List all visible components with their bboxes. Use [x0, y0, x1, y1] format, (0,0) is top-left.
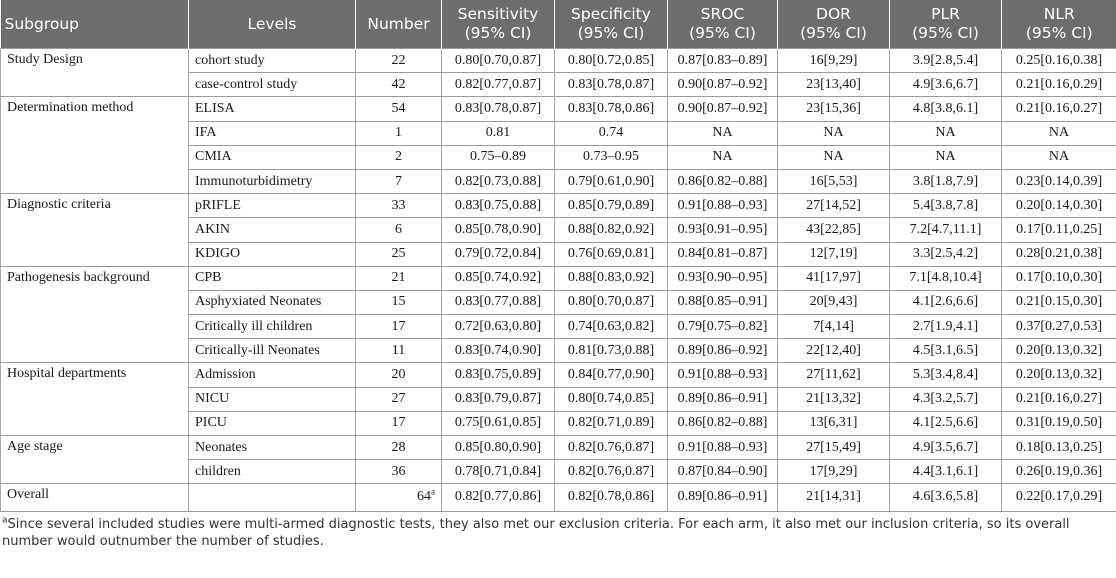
specificity-cell: 0.74[0.63,0.82]: [555, 315, 668, 339]
subgroup-cell: Overall: [1, 484, 189, 511]
nlr-cell: 0.21[0.16,0.29]: [1002, 73, 1116, 97]
sensitivity-cell: 0.83[0.74,0.90]: [442, 339, 555, 363]
number-value: 17: [391, 318, 406, 334]
number-cell: [356, 436, 442, 460]
specificity-cell: 0.83[0.78,0.86]: [555, 97, 668, 121]
sensitivity-cell: 0.80[0.70,0.87]: [442, 49, 555, 73]
table-row: [1, 97, 1116, 121]
number-value: 22: [391, 52, 406, 68]
number-cell: [356, 145, 442, 169]
level-cell: pRIFLE: [189, 194, 356, 218]
footnote-text: Since several included studies were multi-armed diagnostic tests, they also met our exclusion criteria. For each arm, it also met our inclusion criteria, so its overall number would outnumber the number of studies.: [2, 516, 1070, 549]
nlr-cell: 0.20[0.13,0.32]: [1002, 363, 1116, 387]
sensitivity-cell: 0.83[0.78,0.87]: [442, 97, 555, 121]
sroc-cell: 0.91[0.88–0.93]: [668, 436, 778, 460]
level-cell: CPB: [189, 266, 356, 290]
specificity-cell: 0.82[0.71,0.89]: [555, 411, 668, 435]
sensitivity-cell: 0.85[0.80,0.90]: [442, 436, 555, 460]
plr-cell: 4.9[3.6,6.7]: [890, 73, 1002, 97]
specificity-cell: 0.85[0.79,0.89]: [555, 194, 668, 218]
subgroup-cell: Diagnostic criteria: [1, 194, 189, 267]
specificity-cell: 0.73–0.95: [555, 145, 668, 169]
sensitivity-cell: 0.81: [442, 121, 555, 145]
sroc-cell: NA: [668, 121, 778, 145]
sensitivity-cell: 0.72[0.63,0.80]: [442, 315, 555, 339]
number-cell: [356, 266, 442, 290]
number-value: 42: [391, 76, 406, 92]
sensitivity-cell: 0.83[0.77,0.88]: [442, 290, 555, 314]
sroc-cell: 0.89[0.86–0.92]: [668, 339, 778, 363]
nlr-cell: 0.31[0.19,0.50]: [1002, 411, 1116, 435]
nlr-cell: 0.26[0.19,0.36]: [1002, 460, 1116, 484]
level-cell: case-control study: [189, 73, 356, 97]
column-header-levels: Levels: [189, 0, 356, 49]
plr-cell: 4.3[3.2,5.7]: [890, 387, 1002, 411]
sroc-cell: 0.84[0.81–0.87]: [668, 242, 778, 266]
specificity-cell: 0.82[0.76,0.87]: [555, 460, 668, 484]
dor-cell: 22[12,40]: [778, 339, 890, 363]
level-cell: CMIA: [189, 145, 356, 169]
dor-cell: 27[11,62]: [778, 363, 890, 387]
sroc-cell: 0.89[0.86–0.91]: [668, 387, 778, 411]
number-value: 6: [395, 221, 402, 237]
table-row: [1, 266, 1116, 290]
sroc-cell: 0.91[0.88–0.93]: [668, 194, 778, 218]
number-value: 21: [391, 270, 406, 286]
sensitivity-cell: 0.75–0.89: [442, 145, 555, 169]
number-cell: [356, 315, 442, 339]
column-header-subgroup: Subgroup: [1, 0, 189, 49]
sroc-cell: 0.88[0.85–0.91]: [668, 290, 778, 314]
specificity-cell: 0.82[0.78,0.86]: [555, 484, 668, 511]
sensitivity-cell: 0.85[0.78,0.90]: [442, 218, 555, 242]
nlr-cell: 0.25[0.16,0.38]: [1002, 49, 1116, 73]
sroc-cell: 0.86[0.82–0.88]: [668, 169, 778, 193]
sroc-cell: 0.93[0.90–0.95]: [668, 266, 778, 290]
specificity-cell: 0.82[0.76,0.87]: [555, 436, 668, 460]
plr-cell: 5.4[3.8,7.8]: [890, 194, 1002, 218]
sroc-cell: 0.87[0.83–0.89]: [668, 49, 778, 73]
specificity-cell: 0.88[0.83,0.92]: [555, 266, 668, 290]
level-cell: IFA: [189, 121, 356, 145]
dor-cell: 41[17,97]: [778, 266, 890, 290]
footnote-marker: a: [431, 486, 435, 497]
number-cell: [356, 169, 442, 193]
column-header-plr: PLR (95% CI): [890, 0, 1002, 49]
dor-cell: 13[6,31]: [778, 411, 890, 435]
nlr-cell: 0.21[0.15,0.30]: [1002, 290, 1116, 314]
dor-cell: 43[22,85]: [778, 218, 890, 242]
number-cell: [356, 97, 442, 121]
sensitivity-cell: 0.82[0.77,0.86]: [442, 484, 555, 511]
nlr-cell: 0.23[0.14,0.39]: [1002, 169, 1116, 193]
number-cell: [356, 363, 442, 387]
plr-cell: 5.3[3.4,8.4]: [890, 363, 1002, 387]
plr-cell: 3.8[1.8,7.9]: [890, 169, 1002, 193]
number-cell: [356, 387, 442, 411]
sensitivity-cell: 0.83[0.79,0.87]: [442, 387, 555, 411]
nlr-cell: 0.18[0.13,0.25]: [1002, 436, 1116, 460]
number-cell: [356, 194, 442, 218]
number-cell: [356, 121, 442, 145]
plr-cell: 4.5[3.1,6.5]: [890, 339, 1002, 363]
subgroup-cell: Determination method: [1, 97, 189, 194]
plr-cell: NA: [890, 145, 1002, 169]
subgroup-cell: Hospital departments: [1, 363, 189, 436]
level-cell: NICU: [189, 387, 356, 411]
column-header-dor: DOR (95% CI): [778, 0, 890, 49]
level-cell: Immunoturbidimetry: [189, 169, 356, 193]
nlr-cell: 0.17[0.11,0.25]: [1002, 218, 1116, 242]
sroc-cell: 0.90[0.87–0.92]: [668, 97, 778, 121]
sensitivity-cell: 0.83[0.75,0.89]: [442, 363, 555, 387]
sroc-cell: 0.87[0.84–0.90]: [668, 460, 778, 484]
sensitivity-cell: 0.82[0.73,0.88]: [442, 169, 555, 193]
number-value: 17: [391, 415, 406, 431]
specificity-cell: 0.80[0.70,0.87]: [555, 290, 668, 314]
column-header-specificity: Specificity (95% CI): [555, 0, 668, 49]
column-header-sroc: SROC (95% CI): [668, 0, 778, 49]
table-footnote: [0, 512, 1116, 550]
number-cell: [356, 49, 442, 73]
plr-cell: 3.3[2.5,4.2]: [890, 242, 1002, 266]
specificity-cell: 0.74: [555, 121, 668, 145]
table-body: [1, 49, 1116, 512]
specificity-cell: 0.83[0.78,0.87]: [555, 73, 668, 97]
sroc-cell: NA: [668, 145, 778, 169]
plr-cell: 7.1[4.8,10.4]: [890, 266, 1002, 290]
plr-cell: 4.8[3.8,6.1]: [890, 97, 1002, 121]
sensitivity-cell: 0.79[0.72,0.84]: [442, 242, 555, 266]
sroc-cell: 0.90[0.87–0.92]: [668, 73, 778, 97]
dor-cell: 17[9,29]: [778, 460, 890, 484]
dor-cell: NA: [778, 145, 890, 169]
dor-cell: NA: [778, 121, 890, 145]
specificity-cell: 0.88[0.82,0.92]: [555, 218, 668, 242]
number-cell: [356, 218, 442, 242]
table-row: [1, 194, 1116, 218]
nlr-cell: NA: [1002, 121, 1116, 145]
level-cell: Critically ill children: [189, 315, 356, 339]
nlr-cell: 0.20[0.13,0.32]: [1002, 339, 1116, 363]
number-value: 25: [391, 246, 406, 262]
dor-cell: 23[13,40]: [778, 73, 890, 97]
plr-cell: 4.9[3.5,6.7]: [890, 436, 1002, 460]
level-cell: PICU: [189, 411, 356, 435]
level-cell: [189, 484, 356, 511]
dor-cell: 12[7,19]: [778, 242, 890, 266]
specificity-cell: 0.84[0.77,0.90]: [555, 363, 668, 387]
level-cell: Neonates: [189, 436, 356, 460]
nlr-cell: 0.21[0.16,0.27]: [1002, 387, 1116, 411]
specificity-cell: 0.76[0.69,0.81]: [555, 242, 668, 266]
nlr-cell: 0.21[0.16,0.27]: [1002, 97, 1116, 121]
sensitivity-cell: 0.82[0.77,0.87]: [442, 73, 555, 97]
specificity-cell: 0.81[0.73,0.88]: [555, 339, 668, 363]
dor-cell: 21[13,32]: [778, 387, 890, 411]
specificity-cell: 0.80[0.74,0.85]: [555, 387, 668, 411]
number-cell: [356, 339, 442, 363]
nlr-cell: NA: [1002, 145, 1116, 169]
level-cell: ELISA: [189, 97, 356, 121]
level-cell: cohort study: [189, 49, 356, 73]
number-cell: [356, 484, 442, 511]
table-header-row: [1, 0, 1116, 49]
plr-cell: 2.7[1.9,4.1]: [890, 315, 1002, 339]
sensitivity-cell: 0.78[0.71,0.84]: [442, 460, 555, 484]
sroc-cell: 0.86[0.82–0.88]: [668, 411, 778, 435]
plr-cell: 4.1[2.5,6.6]: [890, 411, 1002, 435]
number-cell: [356, 242, 442, 266]
dor-cell: 20[9,43]: [778, 290, 890, 314]
number-value: 2: [395, 149, 402, 165]
column-header-sensitivity: Sensitivity (95% CI): [442, 0, 555, 49]
table-row: [1, 436, 1116, 460]
table-row: [1, 484, 1116, 511]
plr-cell: 3.9[2.8,5.4]: [890, 49, 1002, 73]
number-value: 64: [417, 489, 431, 505]
level-cell: KDIGO: [189, 242, 356, 266]
dor-cell: 7[4,14]: [778, 315, 890, 339]
subgroup-cell: Pathogenesis background: [1, 266, 189, 363]
sensitivity-cell: 0.85[0.74,0.92]: [442, 266, 555, 290]
level-cell: Admission: [189, 363, 356, 387]
column-header-number: Number: [356, 0, 442, 49]
plr-cell: 4.4[3.1,6.1]: [890, 460, 1002, 484]
dor-cell: 16[5,53]: [778, 169, 890, 193]
number-value: 27: [391, 391, 406, 407]
level-cell: Critically-ill Neonates: [189, 339, 356, 363]
specificity-cell: 0.80[0.72,0.85]: [555, 49, 668, 73]
plr-cell: NA: [890, 121, 1002, 145]
sroc-cell: 0.93[0.91–0.95]: [668, 218, 778, 242]
number-value: 33: [391, 197, 406, 213]
nlr-cell: 0.37[0.27,0.53]: [1002, 315, 1116, 339]
dor-cell: 27[14,52]: [778, 194, 890, 218]
dor-cell: 27[15,49]: [778, 436, 890, 460]
number-value: 54: [391, 100, 406, 116]
number-value: 28: [391, 439, 406, 455]
dor-cell: 21[14,31]: [778, 484, 890, 511]
number-cell: [356, 460, 442, 484]
subgroup-cell: Age stage: [1, 436, 189, 484]
sroc-cell: 0.79[0.75–0.82]: [668, 315, 778, 339]
plr-cell: 7.2[4.7,11.1]: [890, 218, 1002, 242]
plr-cell: 4.1[2.6,6.6]: [890, 290, 1002, 314]
number-cell: [356, 73, 442, 97]
plr-cell: 4.6[3.6,5.8]: [890, 484, 1002, 511]
number-cell: [356, 411, 442, 435]
dor-cell: 16[9,29]: [778, 49, 890, 73]
level-cell: children: [189, 460, 356, 484]
number-value: 20: [391, 367, 406, 383]
number-cell: [356, 290, 442, 314]
column-header-nlr: NLR (95% CI): [1002, 0, 1116, 49]
sensitivity-cell: 0.75[0.61,0.85]: [442, 411, 555, 435]
nlr-cell: 0.20[0.14,0.30]: [1002, 194, 1116, 218]
nlr-cell: 0.22[0.17,0.29]: [1002, 484, 1116, 511]
specificity-cell: 0.79[0.61,0.90]: [555, 169, 668, 193]
sroc-cell: 0.89[0.86–0.91]: [668, 484, 778, 511]
level-cell: AKIN: [189, 218, 356, 242]
number-value: 11: [391, 342, 406, 358]
nlr-cell: 0.28[0.21,0.38]: [1002, 242, 1116, 266]
footnote-marker: a: [2, 515, 8, 526]
number-value: 15: [391, 294, 406, 310]
nlr-cell: 0.17[0.10,0.30]: [1002, 266, 1116, 290]
number-value: 36: [391, 463, 406, 479]
subgroup-cell: Study Design: [1, 49, 189, 97]
number-value: 7: [395, 173, 402, 189]
table-row: [1, 363, 1116, 387]
table-row: [1, 49, 1116, 73]
sensitivity-cell: 0.83[0.75,0.88]: [442, 194, 555, 218]
sroc-cell: 0.91[0.88–0.93]: [668, 363, 778, 387]
dor-cell: 23[15,36]: [778, 97, 890, 121]
number-value: 1: [395, 125, 402, 141]
level-cell: Asphyxiated Neonates: [189, 290, 356, 314]
